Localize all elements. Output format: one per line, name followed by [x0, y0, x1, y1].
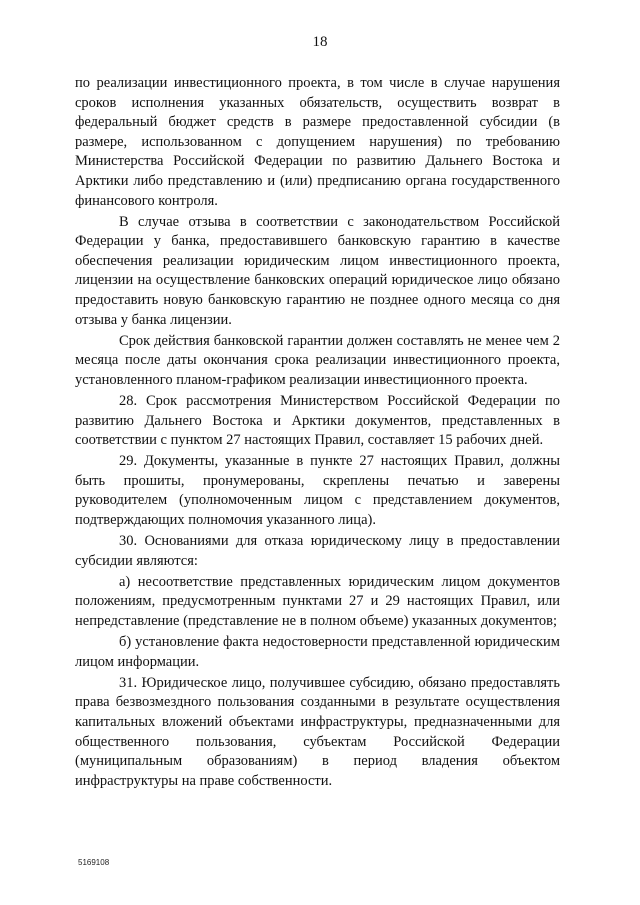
- paragraph-clause-30-a: а) несоответствие представленных юридическим лицом документов положениям, предусмотренным пунктами 27 и 29 настоящих Правил, или непредставление (представление не в полном объеме) указанных документов;: [75, 573, 560, 630]
- paragraph-guarantee-term: Срок действия банковской гарантии должен составлять не менее чем 2 месяца после даты окончания срока реализации инвестиционного проекта, установленного планом-графиком реализации инвестиционного проекта.: [75, 332, 560, 388]
- document-id: 5169108: [78, 858, 110, 867]
- paragraph-clause-29: 29. Документы, указанные в пункте 27 настоящих Правил, должны быть прошиты, пронумерованы, скреплены печатью и заверены руководителем (уполномоченным лицом с представлением документов, подтверждающих полномочия указанного лица).: [75, 453, 560, 529]
- paragraph-clause-30-b: б) установление факта недостоверности представленной юридическим лицом информации.: [75, 634, 560, 670]
- page-number: 18: [312, 34, 328, 50]
- paragraph-clause-30: 30. Основаниями для отказа юридическому лицу в предоставлении субсидии являются:: [75, 533, 560, 569]
- paragraph-continuation: по реализации инвестиционного проекта, в том числе в случае нарушения сроков исполнения указанных обязательств, осуществить возврат в федеральный бюджет средств в размере предоставленной субсидии (в размере, использованном с допущением нарушения) по требованию Министерства Российской Федерации по развитию Дальнего Востока и Арктики либо представлению и (или) предписанию органа государственного финансового контроля.: [75, 75, 560, 209]
- document-body: [75, 74, 560, 793]
- paragraph-clause-28: 28. Срок рассмотрения Министерством Российской Федерации по развитию Дальнего Востока и Арктики документов, представленных в соответствии с пунктом 27 настоящих Правил, составляет 15 рабочих дней.: [75, 393, 560, 449]
- paragraph-clause-31: 31. Юридическое лицо, получившее субсидию, обязано предоставлять права безвозмездного пользования созданными в результате осуществления капитальных вложений объектами инфраструктуры, предназначенными для общественного пользования, субъектам Российской Федерации (муниципальным образованиям) в период владения объектом инфраструктуры на праве собственности.: [75, 674, 560, 789]
- paragraph-guarantee-revocation: В случае отзыва в соответствии с законодательством Российской Федерации у банка, предоставившего банковскую гарантию в качестве обеспечения реализации юридическим лицом инвестиционного проекта, лицензии на осуществление банковских операций юридическое лицо обязано предоставить новую банковскую гарантию не позднее одного месяца со дня отзыва у банка лицензии.: [75, 213, 560, 328]
